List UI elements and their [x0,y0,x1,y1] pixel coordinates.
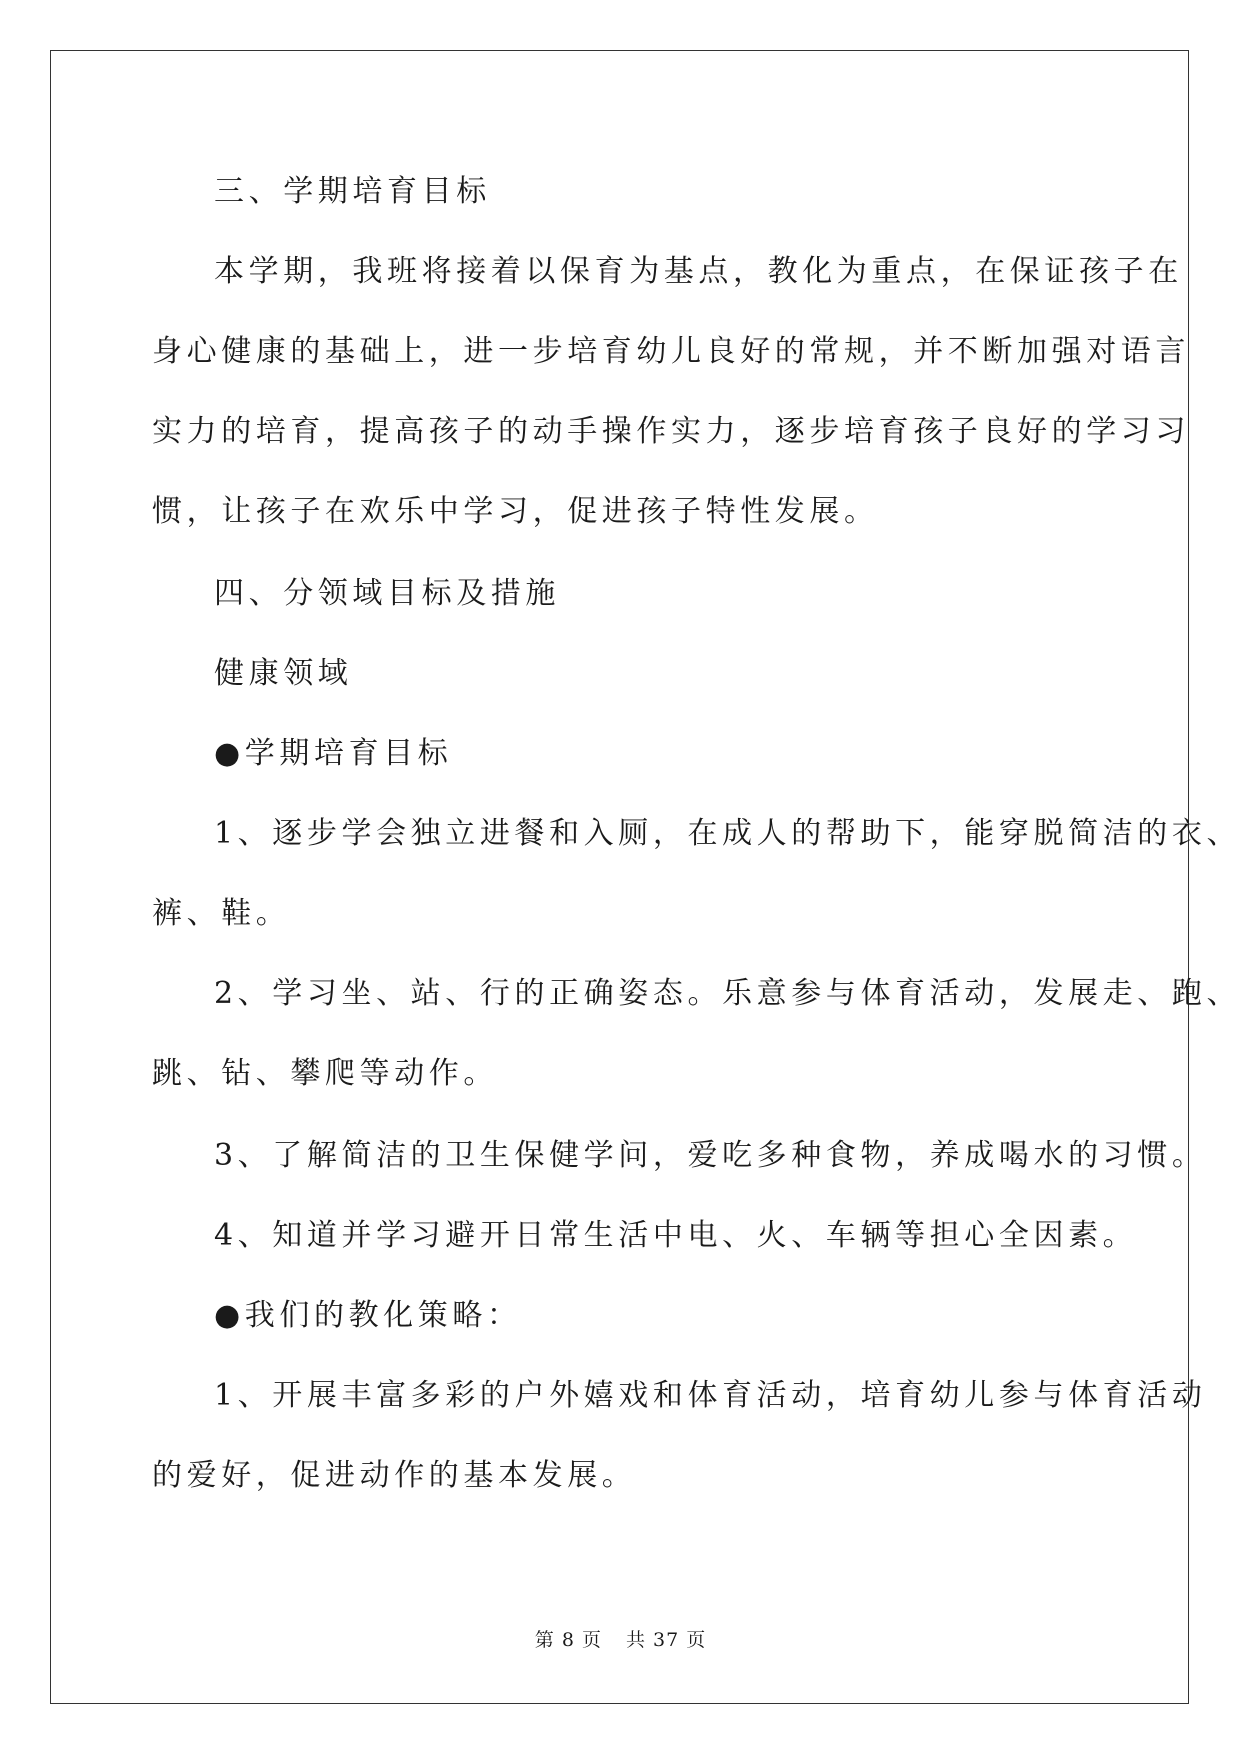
list-item-line: 4、知道并学习避开日常生活中电、火、车辆等担心全因素。 [214,1218,1138,1253]
list-item-line: 3、了解简洁的卫生保健学问，爱吃多种食物，养成喝水的习惯。 [214,1138,1207,1173]
page-total: 共 37 页 [625,1629,707,1651]
paragraph-line: 实力的培育，提高孩子的动手操作实力，逐步培育孩子良好的学习习 [152,414,1190,449]
list-item-line: 裤、鞋。 [152,896,291,931]
list-item-line: 1、开展丰富多彩的户外嬉戏和体育活动，培育幼儿参与体育活动 [214,1378,1207,1413]
page-number: 第 8 页 [534,1629,602,1651]
page-footer [0,1628,1241,1652]
section-heading-domains: 四、分领域目标及措施 [214,576,560,611]
section-heading-goals: 三、学期培育目标 [214,174,491,209]
paragraph-line: 身心健康的基础上，进一步培育幼儿良好的常规，并不断加强对语言 [152,334,1190,369]
bullet-heading-goals: ●学期培育目标 [214,736,453,771]
paragraph-line: 本学期，我班将接着以保育为基点，教化为重点，在保证孩子在 [214,254,1183,289]
list-item-line: 2、学习坐、站、行的正确姿态。乐意参与体育活动，发展走、跑、 [214,976,1241,1011]
list-item-line: 1、逐步学会独立进餐和入厕，在成人的帮助下，能穿脱简洁的衣、 [214,816,1241,851]
subsection-heading-health: 健康领域 [214,656,353,691]
list-item-line: 的爱好，促进动作的基本发展。 [152,1458,637,1493]
paragraph-line: 惯，让孩子在欢乐中学习，促进孩子特性发展。 [152,494,879,529]
list-item-line: 跳、钻、攀爬等动作。 [152,1056,498,1091]
bullet-heading-strategies: ●我们的教化策略： [214,1298,522,1333]
